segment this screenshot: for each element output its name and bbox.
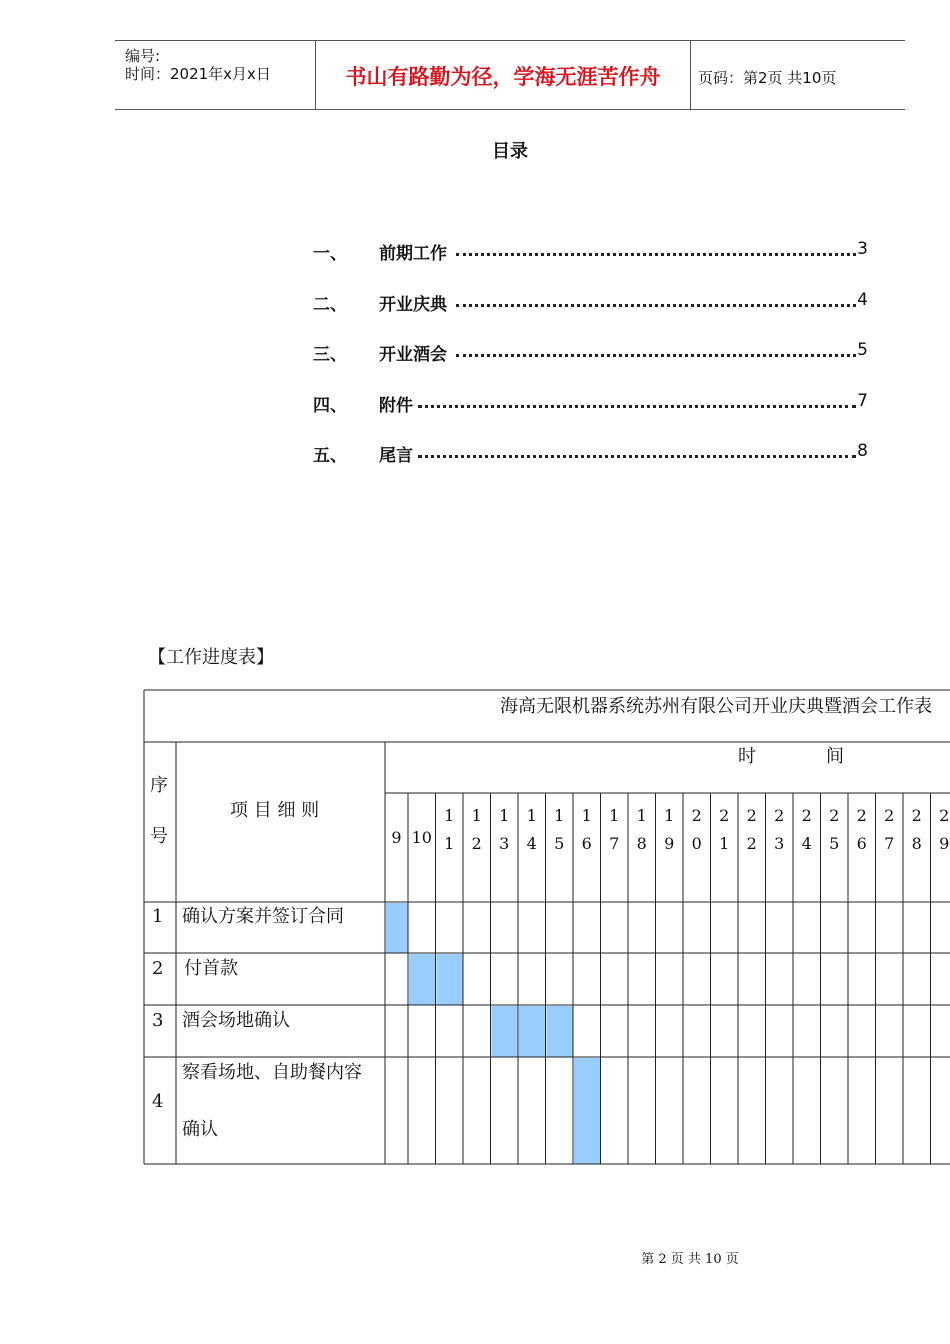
toc-item-page: 7 (857, 391, 868, 411)
toc-item-number: 三、 (313, 345, 347, 365)
day-label: 1 3 (499, 806, 510, 853)
day-label: 2 7 (884, 806, 895, 853)
time-header-b: 间 (826, 746, 844, 767)
row-seq: 4 (152, 1091, 164, 1112)
day-label: 1 9 (664, 806, 675, 853)
row-seq: 2 (152, 958, 164, 979)
header-motto-cell (315, 41, 691, 109)
toc-item-page: 5 (857, 340, 868, 360)
progress-cell (519, 1006, 546, 1057)
col-seq-char-2: 号 (150, 826, 168, 847)
toc-item-page: 3 (857, 239, 868, 259)
day-label: 2 6 (856, 806, 867, 853)
row-item: 酒会场地确认 (182, 1010, 290, 1031)
progress-cell (409, 954, 436, 1005)
progress-cell (547, 1006, 574, 1057)
day-label: 2 5 (829, 806, 840, 853)
toc-leader-dots (456, 304, 856, 307)
toc-item-number: 四、 (313, 396, 347, 416)
toc-leader-dots (456, 253, 856, 256)
toc-item-number: 二、 (313, 295, 347, 315)
time-label: 时间：2021年x月x日 (125, 65, 271, 83)
progress-cell (386, 903, 408, 953)
day-label: 2 9 (939, 806, 950, 853)
toc-item-label: 前期工作 (379, 244, 447, 264)
toc-item-number: 一、 (313, 244, 347, 264)
day-label: 9 (391, 828, 402, 847)
toc-item[interactable] (313, 441, 868, 467)
toc-item-number: 五、 (313, 446, 347, 466)
day-label: 2 1 (719, 806, 730, 853)
progress-cell (574, 1058, 601, 1164)
col-item-header: 项 目 细 则 (230, 800, 320, 821)
progress-cell (437, 954, 464, 1005)
row-item: 付首款 (184, 958, 238, 979)
toc-item-label: 开业酒会 (379, 345, 447, 365)
toc-item[interactable] (313, 239, 868, 265)
table-title: 海高无限机器系统苏州有限公司开业庆典暨酒会工作表 (500, 696, 932, 717)
number-label: 编号: (125, 47, 161, 65)
day-label: 1 1 (444, 806, 455, 853)
row-seq: 3 (152, 1010, 164, 1031)
day-label: 10 (411, 828, 432, 847)
toc-leader-dots (456, 354, 856, 357)
day-label: 2 3 (774, 806, 785, 853)
day-label: 2 2 (746, 806, 757, 853)
col-seq-char-1: 序 (150, 775, 168, 796)
toc-item[interactable] (313, 391, 868, 417)
day-label: 1 5 (554, 806, 565, 853)
day-label: 1 4 (526, 806, 537, 853)
toc-item-page: 8 (857, 441, 868, 461)
toc-item-label: 开业庆典 (379, 295, 447, 315)
page-footer: 第 2 页 共 10 页 (641, 1252, 739, 1267)
day-label: 2 0 (691, 806, 702, 853)
motto: 书山有路勤为径，学海无涯苦作舟 (345, 65, 661, 89)
time-header-a: 时 (738, 746, 756, 767)
toc-item-label: 尾言 (379, 446, 413, 466)
toc-item-page: 4 (857, 290, 868, 310)
toc-leader-dots (418, 455, 856, 458)
schedule-section-label: 【工作进度表】 (148, 647, 274, 668)
toc-item[interactable] (313, 340, 868, 366)
header-meta-cell (115, 41, 315, 109)
day-label: 1 7 (609, 806, 620, 853)
day-label: 1 6 (581, 806, 592, 853)
row-seq: 1 (152, 906, 164, 927)
page-header (115, 40, 905, 110)
row-item: 确认方案并签订合同 (182, 906, 344, 927)
day-label: 1 2 (471, 806, 482, 853)
row-item: 察看场地、自助餐内容确认 (182, 1062, 362, 1140)
header-page-label: 页码：第2页 共10页 (698, 69, 837, 87)
toc-item-label: 附件 (379, 396, 413, 416)
toc-title: 目录 (492, 141, 528, 162)
toc-item[interactable] (313, 290, 868, 316)
day-label: 2 8 (911, 806, 922, 853)
toc-leader-dots (418, 405, 856, 408)
progress-cell (492, 1006, 519, 1057)
header-page-cell (690, 41, 905, 109)
day-label: 2 4 (801, 806, 812, 853)
day-label: 1 8 (636, 806, 647, 853)
